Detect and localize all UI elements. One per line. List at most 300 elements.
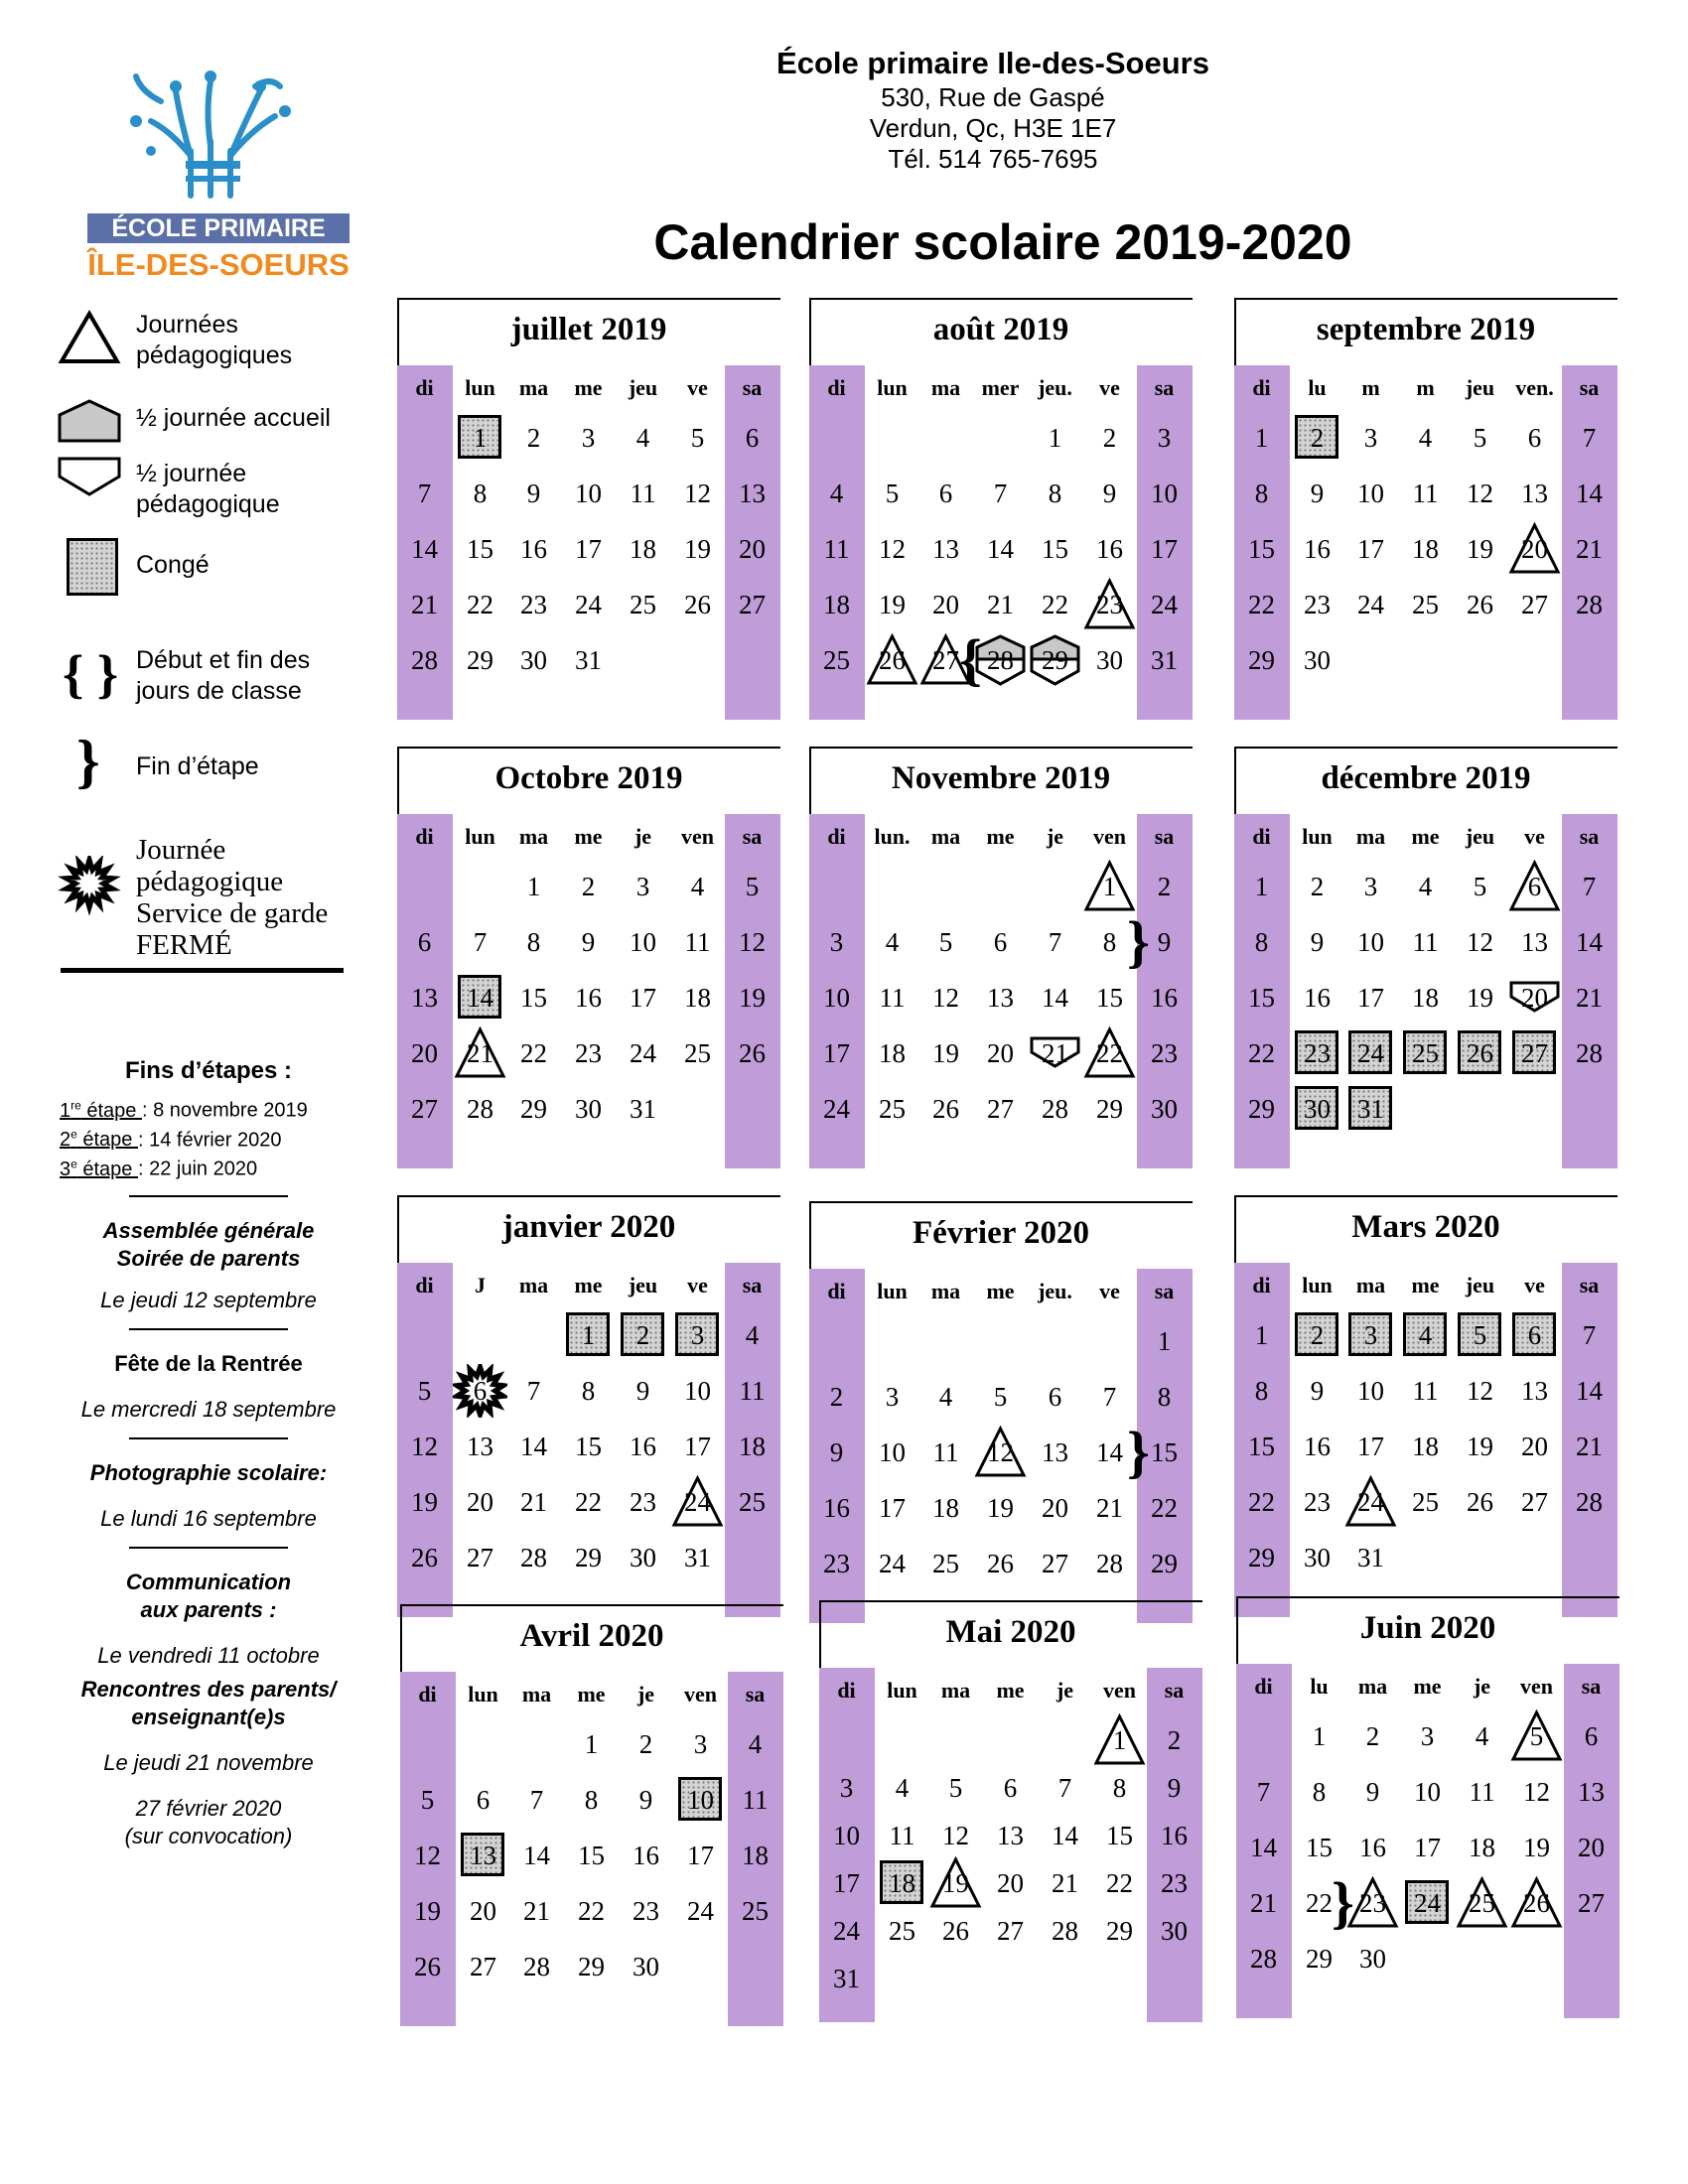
calendar-day — [397, 635, 452, 685]
calendar-day — [1234, 1310, 1289, 1360]
day-number: 22 — [1248, 1038, 1275, 1068]
weekday-header: jeu. — [1038, 375, 1072, 400]
calendar-day — [616, 580, 670, 629]
school-street: 530, Rue de Gaspé — [881, 82, 1105, 112]
calendar-day — [1509, 1823, 1564, 1872]
day-number: 10 — [630, 927, 656, 957]
day-number: 22 — [575, 1487, 602, 1517]
day-number: 2 — [829, 1382, 844, 1412]
calendar-day — [1082, 413, 1137, 463]
day-number: 11 — [823, 534, 850, 564]
day-number: 31 — [833, 1964, 860, 1993]
calendar-day — [397, 1028, 452, 1078]
weekday-header: ven — [1103, 1678, 1136, 1703]
day-number: 28 — [987, 645, 1014, 675]
calendar-day — [1082, 635, 1137, 685]
month-title: décembre 2019 — [1321, 760, 1531, 796]
calendar-day — [453, 580, 507, 629]
calendar-day — [1028, 1028, 1082, 1078]
day-number: 22 — [1306, 1888, 1333, 1918]
calendar-day — [725, 1310, 779, 1360]
calendar-day — [973, 1539, 1028, 1588]
day-number: 18 — [1412, 534, 1439, 564]
calendar-day — [400, 1831, 455, 1880]
day-number: 29 — [1248, 645, 1275, 675]
legend-garde-line2: pédagogique — [136, 866, 284, 897]
day-number: 11 — [1412, 927, 1439, 957]
day-number: 14 — [411, 534, 438, 564]
day-number: 16 — [1096, 534, 1123, 564]
calendar-day — [1453, 469, 1507, 518]
weekday-header: ma — [1355, 1273, 1386, 1297]
day-number: 5 — [1473, 423, 1487, 453]
calendar-day — [1455, 1823, 1509, 1872]
weekday-header: sa — [742, 824, 763, 849]
calendar-day — [1509, 1878, 1564, 1928]
day-number: 22 — [1042, 590, 1068, 619]
conge-square-icon — [67, 538, 118, 596]
month-title: Avril 2020 — [519, 1618, 664, 1654]
day-number: 27 — [1521, 1038, 1548, 1068]
calendar-day — [561, 862, 616, 911]
day-number: 29 — [578, 1952, 605, 1981]
calendar-day — [728, 1775, 782, 1825]
calendar-day — [616, 862, 670, 911]
brace-icon: } — [1332, 1870, 1354, 1935]
day-number: 2 — [1167, 1725, 1182, 1755]
day-number: 6 — [745, 423, 760, 453]
calendar-day — [397, 524, 452, 574]
weekday-header: di — [1252, 375, 1271, 400]
day-number: 21 — [1250, 1888, 1277, 1918]
calendar-day — [1234, 1422, 1289, 1471]
day-number: 27 — [470, 1952, 496, 1981]
day-number: 26 — [1467, 1038, 1493, 1068]
day-number: 18 — [742, 1841, 769, 1870]
day-number: 16 — [633, 1841, 659, 1870]
calendar-day — [400, 1775, 455, 1825]
calendar-day — [973, 1428, 1028, 1477]
day-number: 27 — [997, 1916, 1024, 1946]
day-number: 11 — [889, 1821, 915, 1850]
month-title: Octobre 2019 — [494, 760, 683, 796]
weekday-header: me — [1411, 1273, 1440, 1297]
day-number: 17 — [1414, 1833, 1441, 1862]
braces-icon: { } — [63, 644, 119, 704]
month-border — [1234, 747, 1618, 749]
day-number: 20 — [1042, 1493, 1068, 1523]
page-title: Calendrier scolaire 2019-2020 — [653, 214, 1352, 270]
day-number: 18 — [1412, 1432, 1439, 1461]
day-number: 19 — [739, 983, 766, 1013]
calendar-day — [865, 1428, 919, 1477]
calendar-day — [1398, 1422, 1453, 1471]
calendar-day — [561, 1084, 616, 1134]
day-number: 18 — [630, 534, 656, 564]
day-number: 12 — [414, 1841, 441, 1870]
day-number: 28 — [1576, 1487, 1603, 1517]
calendar-day — [1236, 1823, 1291, 1872]
weekday-header: ma — [940, 1678, 971, 1703]
month-calendar — [809, 298, 1193, 725]
day-number: 1 — [1112, 1725, 1127, 1755]
divider — [129, 1195, 288, 1197]
day-number: 4 — [635, 423, 650, 453]
calendar-day — [561, 1310, 616, 1360]
month-border — [400, 1604, 783, 1606]
etape-3: 3e étape : 22 juin 2020 — [60, 1157, 258, 1180]
calendar-day — [1292, 1711, 1346, 1761]
day-number: 10 — [1414, 1777, 1441, 1807]
day-number: 4 — [829, 478, 844, 508]
day-number: 12 — [739, 927, 766, 957]
day-number: 9 — [526, 478, 541, 508]
calendar-day — [1137, 413, 1192, 463]
day-number: 30 — [575, 1094, 602, 1124]
calendar-day — [1345, 1767, 1400, 1817]
day-number: 5 — [745, 872, 760, 901]
weekday-header: di — [837, 1678, 856, 1703]
calendar-day — [670, 862, 725, 911]
pentagon-down-icon — [55, 455, 124, 514]
calendar-day — [561, 469, 616, 518]
calendar-day — [1564, 1767, 1618, 1817]
calendar-day — [1082, 524, 1137, 574]
legend-accueil-text: ½ journée accueil — [136, 404, 331, 432]
day-number: 10 — [1357, 1376, 1384, 1406]
day-number: 19 — [942, 1868, 969, 1898]
weekday-header: lu — [1308, 375, 1327, 400]
day-number: 6 — [938, 478, 953, 508]
day-number: 2 — [638, 1729, 653, 1759]
day-number: 24 — [1151, 590, 1178, 619]
day-number: 6 — [476, 1785, 491, 1815]
day-number: 23 — [1096, 590, 1123, 619]
calendar-day — [809, 917, 864, 967]
calendar-day — [725, 862, 779, 911]
calendar-day — [865, 1372, 919, 1422]
day-number: 22 — [520, 1038, 547, 1068]
month-grid — [397, 365, 780, 720]
month-border — [809, 747, 1193, 749]
day-number: 6 — [1527, 1320, 1542, 1350]
calendar-day — [1562, 917, 1617, 967]
month-grid — [1234, 365, 1618, 720]
weekday-header: ma — [518, 1273, 549, 1297]
day-number: 21 — [1052, 1868, 1078, 1898]
calendar-day — [564, 1719, 619, 1769]
calendar-day — [1038, 1811, 1092, 1860]
day-number: 26 — [932, 1094, 959, 1124]
day-number: 17 — [684, 1432, 711, 1461]
calendar-day — [616, 1084, 670, 1134]
school-logo — [81, 62, 359, 290]
calendar-day — [1290, 1366, 1344, 1416]
day-number: 22 — [578, 1896, 605, 1926]
calendar-day — [509, 1775, 564, 1825]
day-number: 1 — [584, 1729, 599, 1759]
calendar-day — [1137, 1539, 1192, 1588]
day-number: 13 — [932, 534, 959, 564]
calendar-day — [561, 1028, 616, 1078]
day-number: 10 — [879, 1437, 906, 1467]
calendar-day — [619, 1942, 673, 1991]
calendar-day — [453, 524, 507, 574]
photo-title: Photographie scolaire: — [89, 1459, 328, 1485]
calendar-day — [619, 1719, 673, 1769]
calendar-day — [725, 524, 779, 574]
day-number: 9 — [638, 1785, 653, 1815]
weekday-header: me — [574, 824, 603, 849]
weekday-header: di — [415, 1273, 434, 1297]
day-number: 27 — [987, 1094, 1014, 1124]
calendar-day — [809, 1483, 864, 1533]
calendar-day — [1562, 524, 1617, 574]
calendar-day — [1507, 1310, 1562, 1360]
calendar-day — [1028, 413, 1082, 463]
calendar-day — [918, 580, 973, 629]
day-number: 9 — [581, 927, 596, 957]
day-number: 30 — [630, 1543, 656, 1572]
calendar-day — [1290, 862, 1344, 911]
weekday-header: ve — [1099, 375, 1120, 400]
month-title: Juin 2020 — [1359, 1610, 1496, 1646]
calendar-day — [1137, 973, 1192, 1023]
calendar-day — [397, 973, 452, 1023]
day-number: 29 — [1151, 1549, 1178, 1578]
calendar-day — [670, 1477, 725, 1527]
day-number: 31 — [1151, 645, 1178, 675]
calendar-day — [1453, 862, 1507, 911]
calendar-day — [1092, 1858, 1147, 1908]
legend-debut-line1: Début et fin des — [136, 646, 311, 674]
calendar-day — [1234, 973, 1289, 1023]
calendar-day — [561, 1533, 616, 1582]
day-number: 20 — [467, 1487, 493, 1517]
calendar-day — [670, 580, 725, 629]
month-calendar — [397, 1195, 780, 1622]
calendar-day — [1343, 917, 1398, 967]
day-number: 7 — [1582, 872, 1597, 901]
day-number: 20 — [1521, 534, 1548, 564]
day-number: 12 — [879, 534, 906, 564]
brace-icon: { — [959, 627, 982, 692]
calendar-day — [456, 1942, 510, 1991]
calendar-day — [397, 469, 452, 518]
day-number: 29 — [1096, 1094, 1123, 1124]
calendar-day — [1343, 1533, 1398, 1582]
day-number: 2 — [1157, 872, 1172, 901]
month-border — [397, 1195, 780, 1197]
calendar-day — [1028, 635, 1082, 685]
day-number: 26 — [739, 1038, 766, 1068]
day-number: 23 — [1304, 590, 1331, 619]
month-grid — [819, 1668, 1202, 2022]
day-number: 27 — [1578, 1888, 1605, 1918]
calendar-day — [725, 1028, 779, 1078]
day-number: 18 — [739, 1432, 766, 1461]
weekday-header: di — [415, 375, 434, 400]
assemblee-date: Le jeudi 12 septembre — [100, 1287, 317, 1312]
calendar-day — [973, 1372, 1028, 1422]
calendar-day — [616, 524, 670, 574]
day-number: 25 — [889, 1916, 915, 1946]
day-number: 20 — [411, 1038, 438, 1068]
calendar-day — [1398, 524, 1453, 574]
day-number: 19 — [1467, 534, 1493, 564]
calendar-day — [1345, 1711, 1400, 1761]
day-number: 25 — [742, 1896, 769, 1926]
day-number: 1 — [1254, 872, 1269, 901]
calendar-day — [1028, 917, 1082, 967]
day-number: 28 — [1576, 590, 1603, 619]
day-number: 18 — [684, 983, 711, 1013]
calendar-day — [1453, 524, 1507, 574]
day-number: 21 — [523, 1896, 550, 1926]
day-number: 4 — [885, 927, 900, 957]
day-number: 7 — [417, 478, 432, 508]
calendar-day — [973, 1483, 1028, 1533]
calendar-day — [670, 1422, 725, 1471]
calendar-day — [918, 973, 973, 1023]
day-number: 3 — [1157, 423, 1172, 453]
calendar-day — [983, 1811, 1038, 1860]
calendar-day — [1028, 580, 1082, 629]
calendar-day — [1343, 413, 1398, 463]
day-number: 10 — [575, 478, 602, 508]
calendar-day — [1028, 1539, 1082, 1588]
day-number: 13 — [411, 983, 438, 1013]
calendar-day — [670, 413, 725, 463]
calendar-day — [506, 524, 561, 574]
day-number: 22 — [1096, 1038, 1123, 1068]
calendar-day — [865, 973, 919, 1023]
calendar-day — [509, 1942, 564, 1991]
day-number: 23 — [520, 590, 547, 619]
calendar-day — [1082, 580, 1137, 629]
info-column — [40, 1057, 377, 1850]
rencontres-date-2: 27 février 2020 — [135, 1795, 282, 1821]
calendar-day — [619, 1831, 673, 1880]
day-number: 24 — [630, 1038, 656, 1068]
day-number: 4 — [745, 1320, 760, 1350]
calendar-day — [616, 1310, 670, 1360]
weekday-header: ven — [684, 1682, 717, 1706]
month-calendar — [819, 1600, 1202, 2027]
calendar-day — [397, 917, 452, 967]
calendar-day — [670, 973, 725, 1023]
calendar-day — [1343, 1366, 1398, 1416]
etape-2: 2e étape : 14 février 2020 — [60, 1127, 282, 1152]
day-number: 15 — [1106, 1821, 1133, 1850]
weekday-header: je — [1046, 824, 1064, 849]
calendar-day — [973, 469, 1028, 518]
weekday-header: sa — [742, 375, 763, 400]
weekday-header: lun — [465, 824, 495, 849]
calendar-day — [1092, 1715, 1147, 1765]
month-border — [397, 747, 780, 749]
day-number: 26 — [684, 590, 711, 619]
day-number: 24 — [1357, 1487, 1384, 1517]
calendar-day — [1453, 1366, 1507, 1416]
day-number: 6 — [1527, 872, 1542, 901]
day-number: 27 — [1042, 1549, 1068, 1578]
day-number: 28 — [1576, 1038, 1603, 1068]
calendar-day — [1137, 635, 1192, 685]
calendar-day — [397, 1533, 452, 1582]
day-number: 5 — [1473, 872, 1487, 901]
day-number: 24 — [833, 1916, 860, 1946]
school-header — [695, 45, 1291, 175]
calendar-day — [670, 917, 725, 967]
calendar-day — [1082, 1028, 1137, 1078]
day-number: 15 — [578, 1841, 605, 1870]
calendar-day — [1343, 973, 1398, 1023]
calendar-day — [616, 469, 670, 518]
day-number: 5 — [1529, 1721, 1544, 1751]
calendar-day — [561, 973, 616, 1023]
weekday-header: lun. — [874, 824, 911, 849]
day-number: 4 — [690, 872, 705, 901]
legend-conge-text: Congé — [136, 551, 210, 579]
day-number: 9 — [635, 1376, 650, 1406]
day-number: 11 — [630, 478, 656, 508]
calendar-day — [725, 917, 779, 967]
calendar-day — [1290, 524, 1344, 574]
day-number: 17 — [575, 534, 602, 564]
calendar-day — [875, 1906, 929, 1956]
day-number: 14 — [987, 534, 1014, 564]
month-calendar — [397, 298, 780, 725]
calendar-day — [1137, 1028, 1192, 1078]
month-calendar — [1234, 747, 1618, 1173]
calendar-day — [1234, 862, 1289, 911]
day-number: 15 — [520, 983, 547, 1013]
calendar-day — [725, 413, 779, 463]
calendar-day — [1343, 469, 1398, 518]
day-number: 2 — [1310, 1320, 1325, 1350]
calendar-day — [453, 1084, 507, 1134]
day-number: 7 — [1256, 1777, 1271, 1807]
weekday-header: sa — [745, 1682, 766, 1706]
day-number: 15 — [1248, 534, 1275, 564]
calendar-day — [728, 1886, 782, 1936]
day-number: 3 — [581, 423, 596, 453]
calendar-day — [453, 413, 507, 463]
day-number: 30 — [1304, 1094, 1331, 1124]
day-number: 8 — [1112, 1773, 1127, 1803]
weekday-header: ve — [1524, 1273, 1545, 1297]
day-number: 31 — [630, 1094, 656, 1124]
day-number: 18 — [823, 590, 850, 619]
day-number: 4 — [1418, 423, 1433, 453]
calendar-day — [1082, 1084, 1137, 1134]
day-number: 13 — [1042, 1437, 1068, 1467]
day-number: 25 — [1469, 1888, 1495, 1918]
calendar-day — [865, 580, 919, 629]
calendar-day — [673, 1831, 728, 1880]
month-calendar — [809, 747, 1193, 1173]
day-number: 6 — [417, 927, 432, 957]
day-number: 23 — [633, 1896, 659, 1926]
calendar-day — [456, 1886, 510, 1936]
month-title: août 2019 — [932, 312, 1069, 347]
calendar-day — [561, 524, 616, 574]
day-number: 4 — [748, 1729, 763, 1759]
calendar-day — [1562, 413, 1617, 463]
day-number: 26 — [411, 1543, 438, 1572]
legend-journee-line1: Journées — [136, 311, 238, 339]
